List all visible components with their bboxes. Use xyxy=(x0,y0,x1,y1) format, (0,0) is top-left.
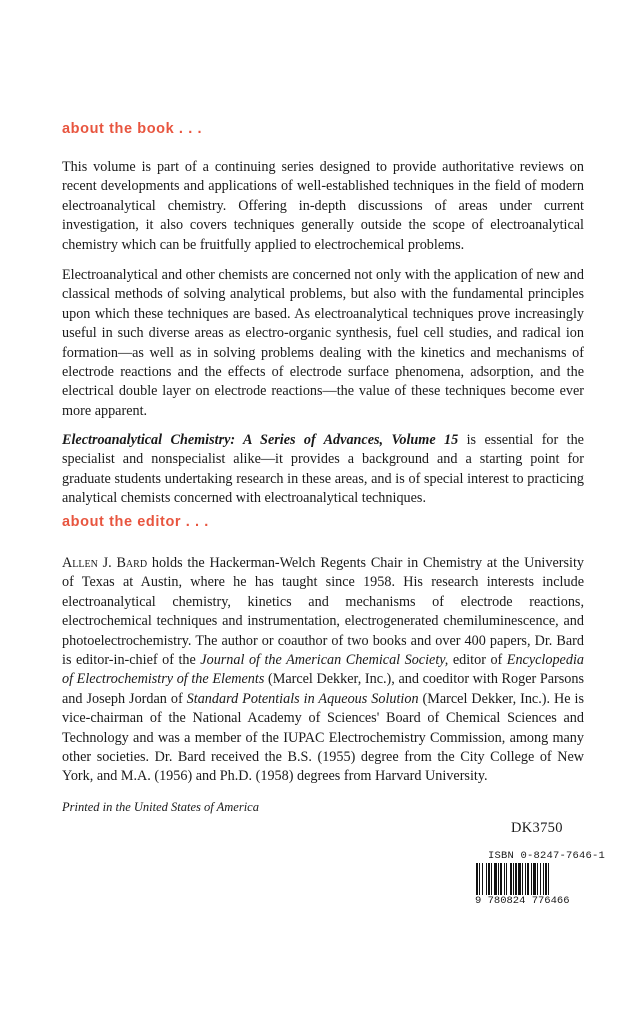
printed-in-usa: Printed in the United States of America xyxy=(62,800,259,814)
editor-journal-title: Journal of the American Chemical Society, xyxy=(200,652,449,669)
editor-text-4: (Marcel Dekker, Inc.). He is vice-chairman of the National Academy of Sciences' Board of Chemical Sciences and Technology and was a member of the IUPAC Electrochemistry Commission, among many other societies. Dr. Bard received the B.S. (1955) degree from the City College of New York, and M.A. (1956) and Ph.D. (1958) degrees from Harvard University. xyxy=(62,690,584,785)
editor-encyclopedia-title: Encyclopedia of Electrochemistry of the Elements xyxy=(62,652,584,688)
about-book-paragraph-2: Electroanalytical and other chemists are concerned not only with the application of new and classical methods of solving analytical problems, but also with the fundamental principles upon which these techniques are based. As electroanalytical techniques prove increasingly useful in such diverse areas as electro-organic synthesis, fuel cell studies, and radical ion formation—as well as in solving problems dealing with the kinetics and mechanisms of electrode reactions and the effects of electrode surface phenomena, adsorption, and the electrical double layer on electrode reactions—the value of these techniques become ever more apparent. xyxy=(62,267,584,419)
product-code: DK3750 xyxy=(511,820,563,836)
about-book-paragraph-3-text: is essential for the specialist and nonspecialist alike—it provides a background and a starting point for graduate students undertaking research in these areas, and is of special interest to practicing analytical chemists concerned with electroanalytical techniques. xyxy=(62,432,584,507)
about-editor-heading: about the editor . . . xyxy=(62,514,209,530)
about-book-heading: about the book . . . xyxy=(62,121,203,137)
editor-text-1: holds the Hackerman-Welch Regents Chair in Chemistry at the University of Texas at Austin, where he has taught since 1958. His research interests include electroanalytical chemistry, kinetics and mechanisms of electrode reactions, electrochemical techniques and instrumentation, electrogenerated chemiluminescence, and photoelectrochemistry. The author or coauthor of two books and over 400 papers, Dr. Bard is editor-in-chief of the xyxy=(62,555,584,669)
about-book-paragraph-3 xyxy=(62,431,584,509)
editor-text-3: (Marcel Dekker, Inc.), and coeditor with Roger Parsons and Joseph Jordan of xyxy=(62,671,584,707)
barcode-digits: 9 780824 776466 xyxy=(475,895,570,907)
editor-standard-potentials-title: Standard Potentials in Aqueous Solution xyxy=(186,690,419,707)
editor-name: Allen J. Bard xyxy=(62,555,148,571)
about-editor-paragraph xyxy=(62,554,584,787)
series-title: Electroanalytical Chemistry: A Series of Advances, Volume 15 xyxy=(62,432,459,448)
about-book-paragraph-1: This volume is part of a continuing series designed to provide authoritative reviews on recent developments and applications of well-established techniques in the field of modern electroanalytical chemistry. Offering in-depth discussions of areas under current investigation, it also covers techniques generally outside the scope of electroanalytical chemistry which can be fruitfully applied to electrochemical problems. xyxy=(62,159,584,253)
isbn-label: ISBN 0-8247-7646-1 xyxy=(488,850,606,862)
editor-text-2: editor of xyxy=(448,652,507,669)
